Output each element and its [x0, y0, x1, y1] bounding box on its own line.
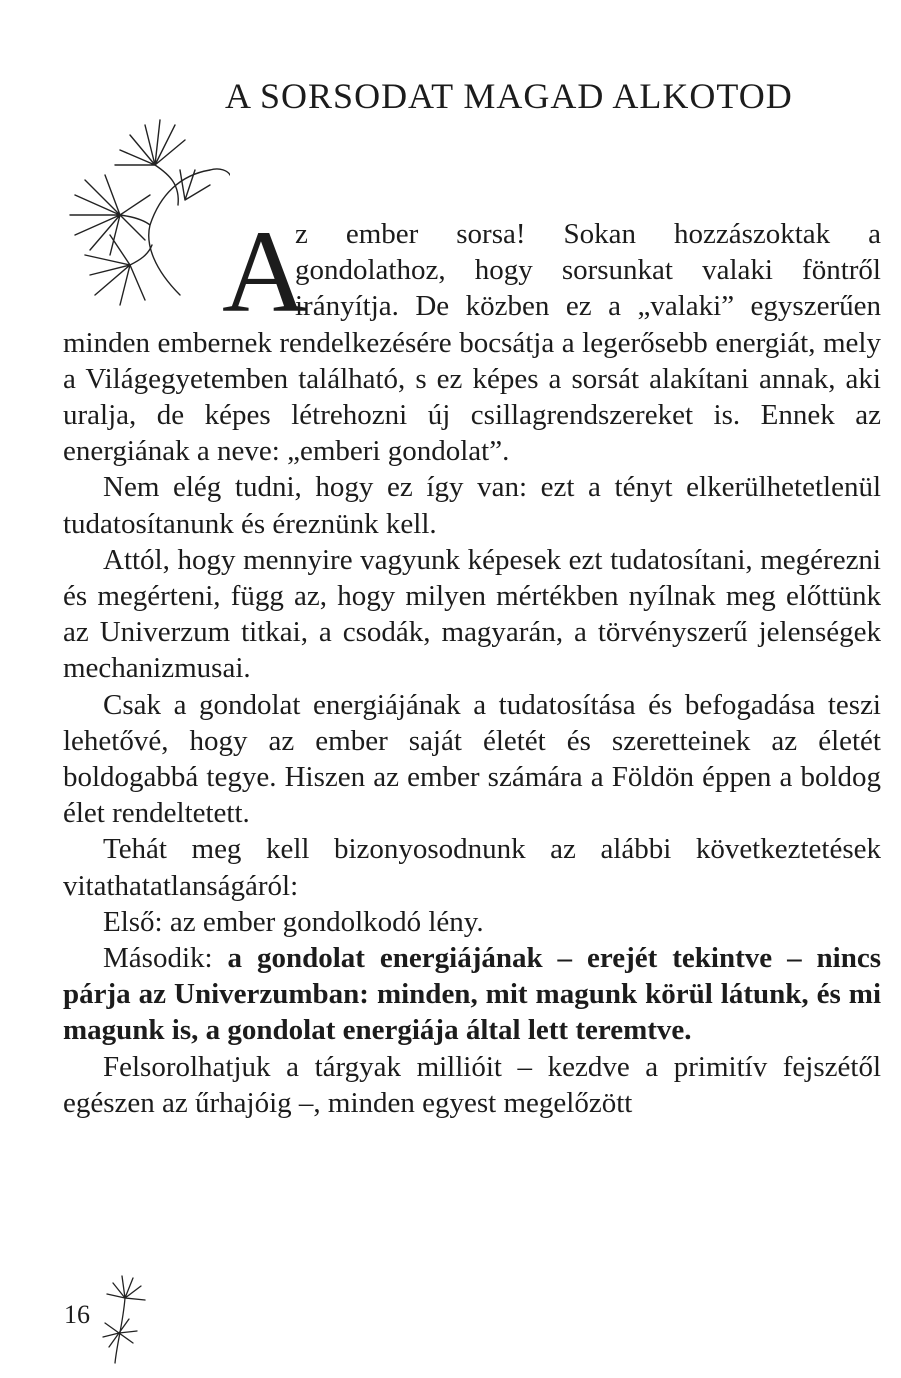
paragraph-lead: Második:	[103, 942, 228, 975]
dropcap-spacer	[63, 206, 308, 337]
paragraph: Felsorolhatjuk a tárgyak millióit – kezdve a primitív fejszétől egészen az űrhajóig –, minden egyest megelőzött	[63, 1050, 881, 1119]
pine-sprig-icon	[95, 1268, 155, 1368]
page-number: 16	[64, 1300, 90, 1329]
body-text	[63, 206, 881, 1121]
chapter-title: A SORSODAT MAGAD ALKOTOD	[225, 76, 793, 116]
paragraph	[63, 940, 881, 1049]
paragraph-bold: a gondolat energiájának – erejét tekintve – nincs párja az Univerzumban: minden, mit magunk körül látunk, és mi magunk is, a gondolat energiája által lett teremtve.	[63, 942, 881, 1047]
paragraph: Attól, hogy mennyire vagyunk képesek ezt tudatosítani, megérezni és megérteni, függ az, hogy milyen mértékben nyílnak meg előttünk az Univerzum titkai, a csodák, magyarán, a törvényszerű jelenségek mechanizmusai.	[63, 543, 881, 685]
paragraph: Nem elég tudni, hogy ez így van: ezt a tényt elkerülhetetlenül tudatosítanunk és éreznünk kell.	[63, 471, 881, 540]
paragraph: Tehát meg kell bizonyosodnunk az alábbi következtetések vitathatatlanságáról:	[63, 833, 881, 902]
paragraph: Első: az ember gondolkodó lény.	[103, 905, 484, 938]
drop-cap: A	[222, 206, 308, 337]
paragraph-text: z ember sorsa! Sokan hozzászoktak a gondolathoz, hogy sorsunkat valaki föntről irányítja. De közben ez a „valaki” egyszerűen minden embernek rendelkezésére bocsátja a legerősebb energiát, mely a Világegyetemben található, s ez képes a sorsát alakítani annak, aki uralja, de képes létrehozni új csillagrendszereket is. Ennek az energiának a neve: „emberi gondolat”.	[63, 218, 881, 468]
paragraph: Csak a gondolat energiájának a tudatosítása és befogadása teszi lehetővé, hogy az ember saját életét és szeretteinek az életét boldogabbá tegye. Hiszen az ember számára a Földön éppen a boldog élet rendeltetett.	[63, 688, 881, 830]
paragraph	[63, 206, 881, 469]
